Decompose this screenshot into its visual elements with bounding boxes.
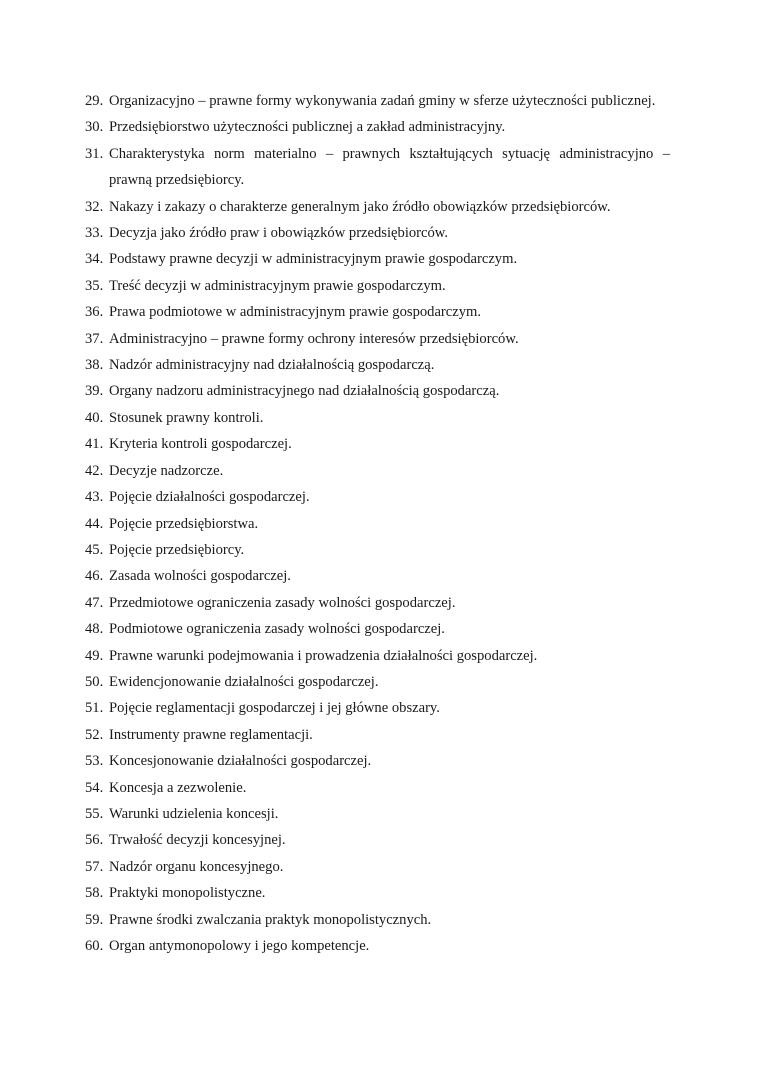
item-number: 29. bbox=[85, 93, 104, 109]
item-number: 41. bbox=[85, 436, 104, 453]
list-item bbox=[85, 722, 670, 748]
item-text: Stosunek prawny kontroli. bbox=[109, 409, 264, 426]
item-text: Administracyjno – prawne formy ochrony interesów przedsiębiorców. bbox=[109, 330, 519, 347]
list-item bbox=[85, 854, 670, 880]
item-number: 43. bbox=[85, 489, 104, 506]
item-text: Pojęcie reglamentacji gospodarczej i jej główne obszary. bbox=[109, 700, 440, 717]
item-text: Warunki udzielenia koncesji. bbox=[109, 805, 279, 822]
item-number: 38. bbox=[85, 357, 104, 374]
list-item bbox=[85, 563, 670, 589]
item-text: Decyzja jako źródło praw i obowiązków przedsiębiorców. bbox=[109, 225, 449, 242]
item-number: 32. bbox=[85, 198, 104, 215]
list-item bbox=[85, 775, 670, 801]
item-text: Charakterystyka norm materialno – prawnych kształtujących sytuację administracyjno – prawną przedsiębiorcy. bbox=[109, 145, 670, 189]
item-text: Przedsiębiorstwo użyteczności publicznej a zakład administracyjny. bbox=[109, 119, 506, 136]
list-item bbox=[85, 484, 670, 510]
item-number: 45. bbox=[85, 541, 104, 558]
item-number: 35. bbox=[85, 277, 104, 294]
item-number: 34. bbox=[85, 251, 104, 268]
item-text: Prawne warunki podejmowania i prowadzenia działalności gospodarczej. bbox=[109, 647, 538, 664]
item-number: 47. bbox=[85, 594, 104, 611]
item-text: Pojęcie przedsiębiorstwa. bbox=[109, 515, 259, 532]
item-text: Zasada wolności gospodarczej. bbox=[109, 568, 291, 585]
list-item bbox=[85, 669, 670, 695]
list-item bbox=[85, 458, 670, 484]
item-number: 40. bbox=[85, 409, 104, 426]
list-item bbox=[85, 907, 670, 933]
list-item bbox=[85, 405, 670, 431]
item-text: Instrumenty prawne reglamentacji. bbox=[109, 726, 313, 743]
item-text: Pojęcie działalności gospodarczej. bbox=[109, 489, 310, 506]
list-item bbox=[85, 748, 670, 774]
list-item bbox=[85, 141, 670, 194]
list-item bbox=[85, 326, 670, 352]
item-number: 37. bbox=[85, 330, 104, 347]
item-text: Przedmiotowe ograniczenia zasady wolności gospodarczej. bbox=[109, 594, 456, 611]
item-number: 51. bbox=[85, 700, 104, 717]
item-number: 36. bbox=[85, 304, 104, 321]
item-text: Nadzór organu koncesyjnego. bbox=[109, 858, 284, 875]
item-text: Pojęcie przedsiębiorcy. bbox=[109, 541, 245, 558]
list-item bbox=[85, 933, 670, 959]
item-number: 46. bbox=[85, 568, 104, 585]
item-text: Podmiotowe ograniczenia zasady wolności gospodarczej. bbox=[109, 621, 445, 638]
item-number: 48. bbox=[85, 621, 104, 638]
list-item bbox=[85, 431, 670, 457]
item-number: 49. bbox=[85, 647, 104, 664]
list-item bbox=[85, 220, 670, 246]
item-number: 54. bbox=[85, 779, 104, 796]
item-text: Koncesja a zezwolenie. bbox=[109, 779, 247, 796]
list-item bbox=[85, 537, 670, 563]
list-item bbox=[85, 88, 670, 114]
item-number: 30. bbox=[85, 119, 104, 136]
item-number: 55. bbox=[85, 805, 104, 822]
item-number: 58. bbox=[85, 885, 104, 902]
list-item bbox=[85, 590, 670, 616]
item-number: 57. bbox=[85, 858, 104, 875]
list-item bbox=[85, 246, 670, 272]
item-number: 39. bbox=[85, 383, 104, 400]
item-number: 50. bbox=[85, 673, 104, 690]
item-text: Organizacyjno – prawne formy wykonywania zadań gminy w sferze użyteczności publicznej. bbox=[109, 93, 656, 109]
list-item bbox=[85, 511, 670, 537]
item-text: Decyzje nadzorcze. bbox=[109, 462, 224, 479]
item-text: Nadzór administracyjny nad działalnością gospodarczą. bbox=[109, 357, 435, 374]
item-number: 52. bbox=[85, 726, 104, 743]
list-item bbox=[85, 880, 670, 906]
item-text: Podstawy prawne decyzji w administracyjnym prawie gospodarczym. bbox=[109, 251, 518, 268]
item-number: 60. bbox=[85, 938, 104, 954]
list-item bbox=[85, 273, 670, 299]
list-item bbox=[85, 616, 670, 642]
item-number: 33. bbox=[85, 225, 104, 242]
item-text: Kryteria kontroli gospodarczej. bbox=[109, 436, 292, 453]
item-number: 44. bbox=[85, 515, 104, 532]
list-item bbox=[85, 352, 670, 378]
list-item bbox=[85, 299, 670, 325]
item-number: 53. bbox=[85, 753, 104, 770]
item-text: Trwałość decyzji koncesyjnej. bbox=[109, 832, 286, 849]
item-text: Organ antymonopolowy i jego kompetencje. bbox=[109, 938, 370, 954]
item-text: Praktyki monopolistyczne. bbox=[109, 885, 266, 902]
list-item bbox=[85, 643, 670, 669]
item-text: Koncesjonowanie działalności gospodarczej. bbox=[109, 753, 372, 770]
item-number: 42. bbox=[85, 462, 104, 479]
list-item bbox=[85, 378, 670, 404]
question-list bbox=[85, 88, 670, 959]
list-item bbox=[85, 194, 670, 220]
item-text: Prawa podmiotowe w administracyjnym prawie gospodarczym. bbox=[109, 304, 482, 321]
item-text: Organy nadzoru administracyjnego nad działalnością gospodarczą. bbox=[109, 383, 500, 400]
item-number: 59. bbox=[85, 911, 104, 928]
item-number: 56. bbox=[85, 832, 104, 849]
item-number: 31. bbox=[85, 145, 104, 162]
list-item bbox=[85, 827, 670, 853]
list-item bbox=[85, 695, 670, 721]
item-text: Nakazy i zakazy o charakterze generalnym jako źródło obowiązków przedsiębiorców. bbox=[109, 198, 611, 215]
item-text: Prawne środki zwalczania praktyk monopolistycznych. bbox=[109, 911, 432, 928]
item-text: Ewidencjonowanie działalności gospodarczej. bbox=[109, 673, 379, 690]
list-item bbox=[85, 114, 670, 140]
list-item bbox=[85, 801, 670, 827]
item-text: Treść decyzji w administracyjnym prawie gospodarczym. bbox=[109, 277, 446, 294]
